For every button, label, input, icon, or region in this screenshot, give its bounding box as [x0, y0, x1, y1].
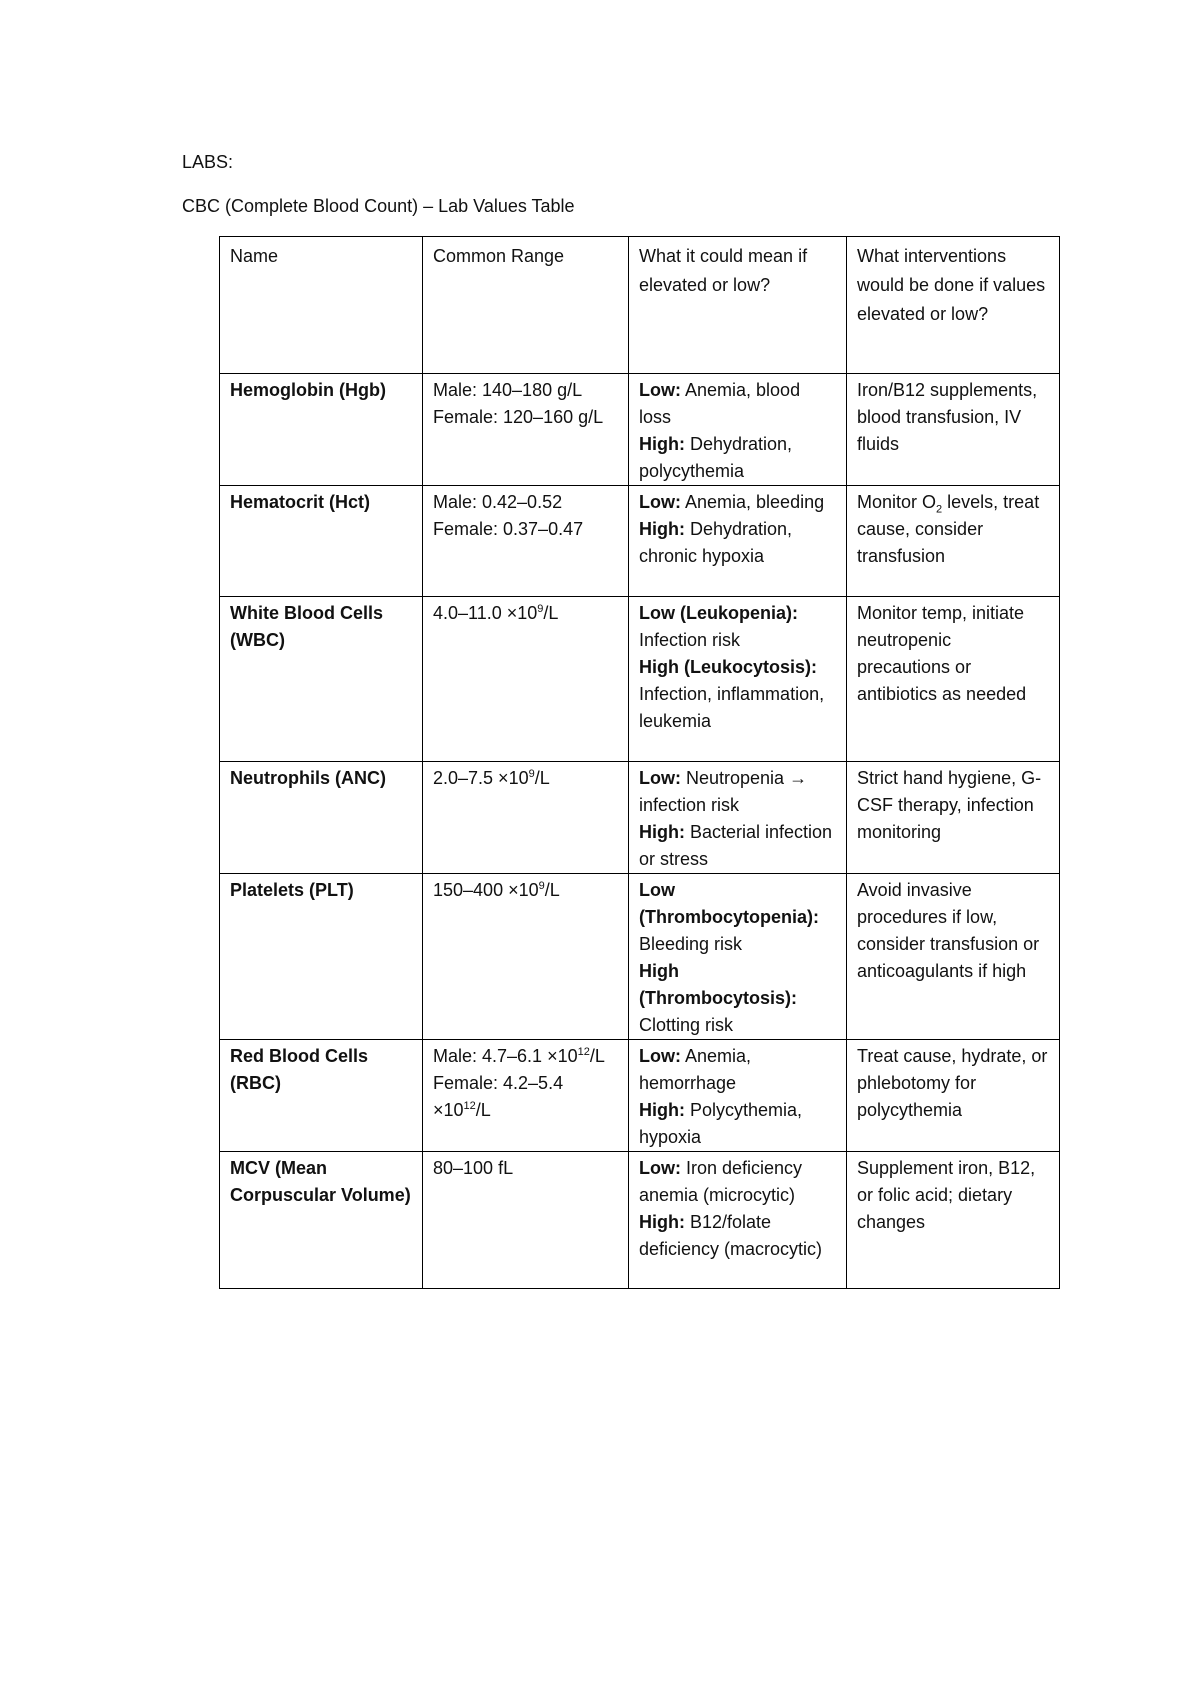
row-range [423, 486, 629, 597]
range-line: Male: 140–180 g/L [433, 380, 583, 400]
high-text: Polycythemia, hypoxia [639, 1100, 803, 1147]
high-text: Infection, inflammation, leukemia [639, 684, 825, 731]
range-text: 4.0–11.0 ×10 [433, 603, 538, 623]
document-title: CBC (Complete Blood Count) – Lab Values Table [182, 196, 575, 216]
row-name: Neutrophils (ANC) [220, 762, 423, 874]
range-text: Female: 4.2–5.4 ×10 [433, 1073, 564, 1120]
high-text: B12/folate deficiency (macrocytic) [639, 1212, 823, 1259]
low-text: Anemia, hemorrhage [639, 1046, 752, 1093]
row-range [423, 762, 629, 874]
high-label: High (Thrombocytosis): [639, 961, 798, 1008]
low-text: Iron deficiency anemia (microcytic) [639, 1158, 803, 1205]
range-text: /L [475, 1100, 491, 1120]
row-intervention: Iron/B12 supplements, blood transfusion, IV fluids [847, 374, 1060, 486]
superscript: 12 [577, 1046, 590, 1058]
row-meaning [629, 597, 847, 762]
range-line [433, 1070, 618, 1124]
low-label: Low: [639, 492, 681, 512]
low-label: Low: [639, 1046, 681, 1066]
row-intervention [847, 486, 1060, 597]
low-text: Anemia, bleeding [681, 492, 825, 512]
row-name: Hematocrit (Hct) [220, 486, 423, 597]
low-text: Neutropenia → infection risk [639, 768, 808, 815]
low-label: Low: [639, 768, 681, 788]
high-text: Dehydration, chronic hypoxia [639, 519, 793, 566]
row-name: White Blood Cells (WBC) [220, 597, 423, 762]
table-row [220, 374, 1060, 486]
table-row [220, 1040, 1060, 1152]
high-label: High: [639, 822, 685, 842]
high-label: High: [639, 519, 685, 539]
range-text: /L [544, 880, 560, 900]
low-label: Low (Thrombocytopenia): [639, 880, 819, 927]
row-name: Hemoglobin (Hgb) [220, 374, 423, 486]
high-label: High: [639, 1100, 685, 1120]
low-text: Bleeding risk [639, 934, 743, 954]
row-name: Red Blood Cells (RBC) [220, 1040, 423, 1152]
range-text: /L [589, 1046, 605, 1066]
low-label: Low (Leukopenia): [639, 603, 798, 623]
header-common-range: Common Range [423, 237, 629, 374]
table-row [220, 1152, 1060, 1289]
table-row [220, 874, 1060, 1040]
row-range [423, 874, 629, 1040]
range-line: Female: 120–160 g/L [433, 407, 604, 427]
intervention-text: levels, treat cause, consider transfusion [857, 492, 1040, 566]
row-intervention: Monitor temp, initiate neutropenic precautions or antibiotics as needed [847, 597, 1060, 762]
range-text: 150–400 ×10 [433, 880, 539, 900]
row-intervention: Treat cause, hydrate, or phlebotomy for polycythemia [847, 1040, 1060, 1152]
labs-label: LABS: [182, 152, 234, 172]
high-text: Bacterial infection or stress [639, 822, 833, 869]
row-range [423, 374, 629, 486]
range-text: Male: 4.7–6.1 ×10 [433, 1046, 578, 1066]
superscript: 9 [528, 768, 535, 780]
row-meaning [629, 874, 847, 1040]
superscript: 9 [538, 880, 545, 892]
header-name: Name [220, 237, 423, 374]
superscript: 9 [537, 603, 544, 615]
table-row [220, 762, 1060, 874]
row-meaning [629, 374, 847, 486]
row-meaning [629, 1152, 847, 1289]
low-label: Low: [639, 380, 681, 400]
range-text: 2.0–7.5 ×10 [433, 768, 529, 788]
table-row [220, 597, 1060, 762]
range-line: Female: 0.37–0.47 [433, 519, 584, 539]
subscript: 2 [936, 503, 943, 516]
high-label: High (Leukocytosis): [639, 657, 818, 677]
high-text: Dehydration, polycythemia [639, 434, 793, 481]
header-interventions: What interventions would be done if values elevated or low? [847, 237, 1060, 374]
row-range [423, 1040, 629, 1152]
header-meaning: What it could mean if elevated or low? [629, 237, 847, 374]
high-label: High: [639, 434, 685, 454]
intervention-text: Monitor O [857, 492, 937, 512]
cbc-lab-values-table [219, 236, 1060, 1289]
table-row [220, 486, 1060, 597]
row-name: Platelets (PLT) [220, 874, 423, 1040]
low-text: Infection risk [639, 630, 741, 650]
high-label: High: [639, 1212, 685, 1232]
row-meaning [629, 1040, 847, 1152]
range-text: /L [534, 768, 550, 788]
range-text: /L [543, 603, 559, 623]
row-range [423, 1152, 629, 1289]
row-intervention: Avoid invasive procedures if low, consider transfusion or anticoagulants if high [847, 874, 1060, 1040]
row-meaning [629, 486, 847, 597]
row-intervention: Strict hand hygiene, G-CSF therapy, infection monitoring [847, 762, 1060, 874]
table-header-row [220, 237, 1060, 374]
row-name: MCV (Mean Corpuscular Volume) [220, 1152, 423, 1289]
superscript: 12 [463, 1100, 476, 1112]
range-line: 80–100 fL [433, 1158, 514, 1178]
range-line: Male: 0.42–0.52 [433, 492, 563, 512]
row-intervention: Supplement iron, B12, or folic acid; dietary changes [847, 1152, 1060, 1289]
low-label: Low: [639, 1158, 681, 1178]
low-text: Anemia, blood loss [639, 380, 801, 427]
row-meaning [629, 762, 847, 874]
row-range [423, 597, 629, 762]
high-text: Clotting risk [639, 1015, 734, 1035]
range-line [433, 1043, 618, 1070]
